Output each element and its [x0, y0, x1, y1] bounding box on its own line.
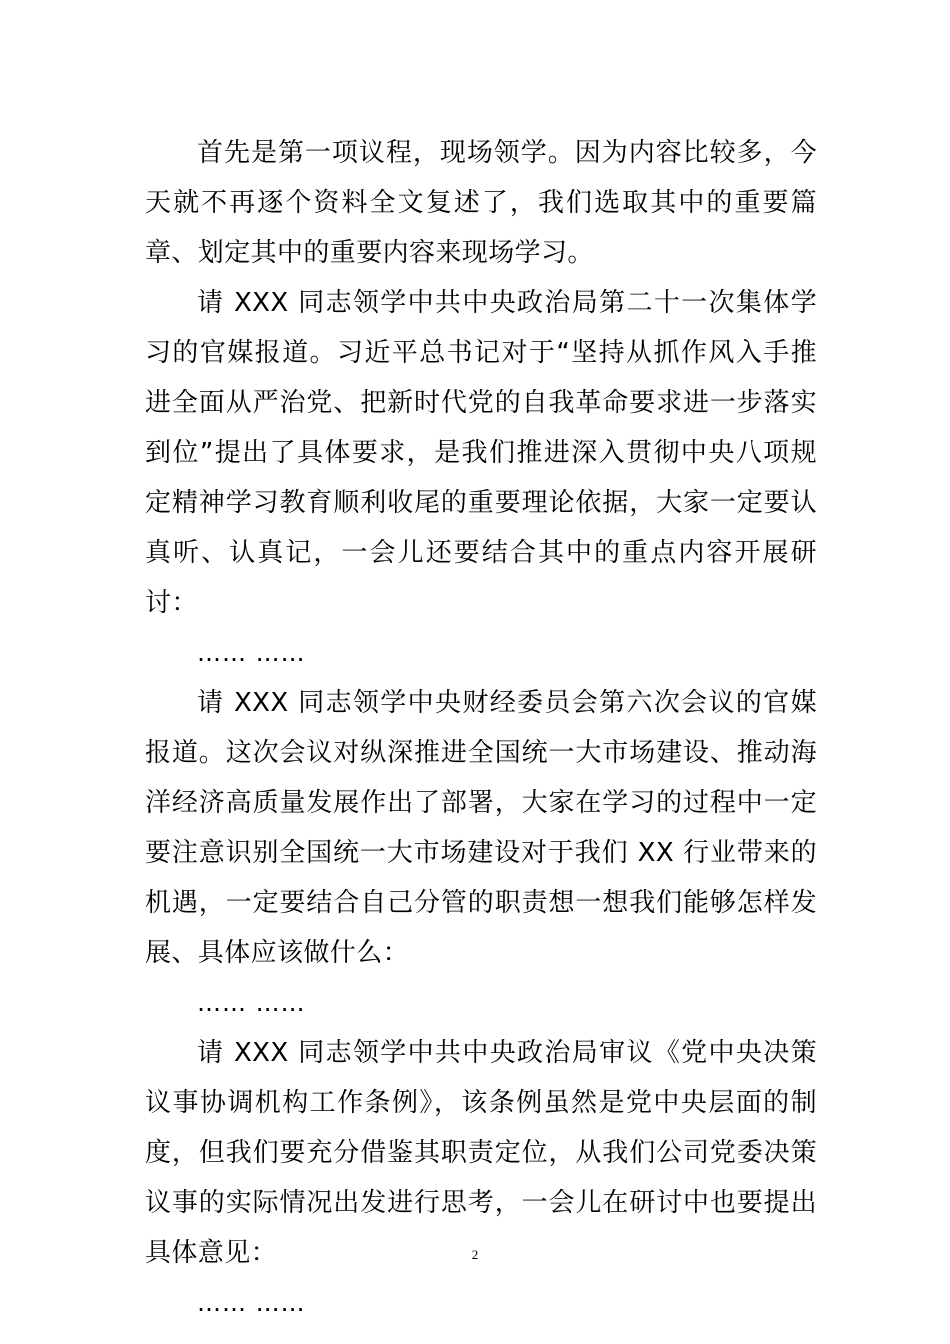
page-number: 2	[471, 1247, 479, 1262]
ellipsis-placeholder: …… ……	[197, 989, 306, 1017]
document-body	[145, 128, 817, 1328]
paragraph-regulation-review: 请 XXX 同志领学中共中央政治局审议《党中央决策议事协调机构工作条例》，该条例虽然是党中央层面的制度，但我们要充分借鉴其职责定位，从我们公司党委决策议事的实际情况出发进行思考，一会儿在研讨中也要提出具体意见：	[145, 1038, 817, 1268]
ellipsis-placeholder: …… ……	[197, 639, 306, 667]
ellipsis-placeholder: …… ……	[197, 1289, 306, 1317]
paragraph-agenda-intro: 首先是第一项议程，现场领学。因为内容比较多，今天就不再逐个资料全文复述了，我们选取其中的重要篇章、划定其中的重要内容来现场学习。	[145, 138, 817, 268]
paragraph-study-session-report: 请 XXX 同志领学中共中央政治局第二十一次集体学习的官媒报道。习近平总书记对于“坚持从抓作风入手推进全面从严治党、把新时代党的自我革命要求进一步落实到位”提出了具体要求，是我们推进深入贯彻中央八项规定精神学习教育顺利收尾的重要理论依据，大家一定要认真听、认真记，一会儿还要结合其中的重点内容开展研讨：	[145, 288, 817, 618]
paragraph-finance-committee-report: 请 XXX 同志领学中央财经委员会第六次会议的官媒报道。这次会议对纵深推进全国统一大市场建设、推动海洋经济高质量发展作出了部署，大家在学习的过程中一定要注意识别全国统一大市场建设对于我们 XX 行业带来的机遇，一定要结合自己分管的职责想一想我们能够怎样发展、具体应该做什么：	[145, 688, 817, 968]
